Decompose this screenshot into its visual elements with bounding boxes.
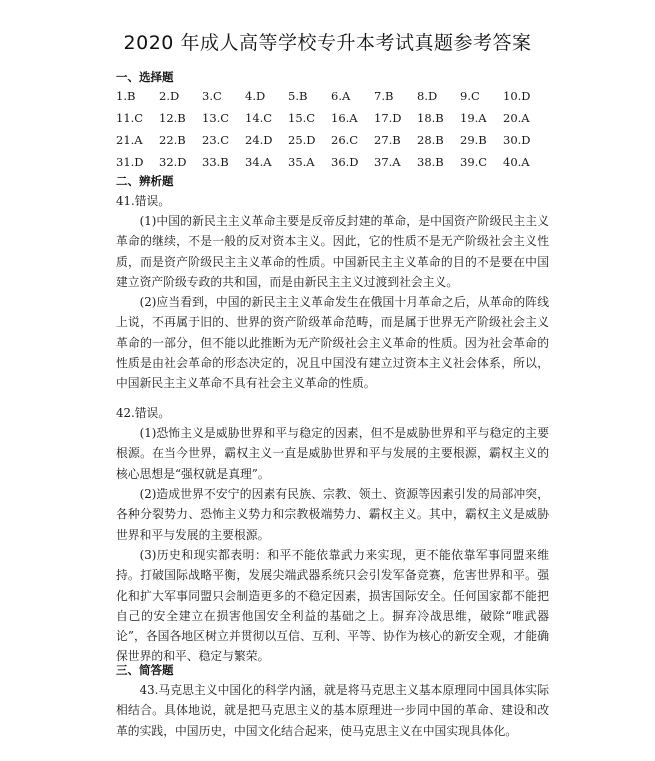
- answer-cell: 3.C: [202, 89, 222, 103]
- answer-row: [116, 107, 546, 129]
- answer-cell: 6.A: [331, 89, 351, 103]
- answer-cell: 29.B: [460, 133, 487, 147]
- answer-cell: 33.B: [202, 155, 229, 169]
- answer-cell: 5.B: [288, 89, 308, 103]
- answer-cell: 35.A: [288, 155, 315, 169]
- answer-cell: 21.A: [116, 133, 143, 147]
- answer-cell: 26.C: [331, 133, 359, 147]
- answer-cell: 13.C: [202, 111, 230, 125]
- section-heading-short-answer: 三、简答题: [116, 663, 174, 677]
- answer-cell: 2.D: [159, 89, 180, 103]
- page-title: 2020 年成人高等学校专升本考试真题参考答案: [123, 32, 532, 54]
- q42-paragraph-3: (3)历史和现实都表明：和平不能依靠武力来实现，更不能依靠军事同盟来维持。打破国际战略平衡，发展尖端武器系统只会引发军备竞赛，危害世界和平。强化和扩大军事同盟只会制造更多的不稳定因素，损害国际安全。任何国家都不能把自己的安全建立在损害他国安全利益的基础之上。摒弃冷战思维，破除“唯武器论”，各国各地区树立并贯彻以互信、互利、平等、协作为核心的新安全观，才能确保世界的和平、稳定与繁荣。: [116, 548, 549, 664]
- q42-paragraph-2: (2)造成世界不安宁的因素有民族、宗教、领土、资源等因素引发的局部冲突，各种分裂势力、恐怖主义势力和宗教极端势力、霸权主义。其中，霸权主义是威胁世界和平与发展的主要根源。: [116, 487, 549, 542]
- answer-cell: 7.B: [374, 89, 394, 103]
- answer-cell: 34.A: [245, 155, 272, 169]
- answer-cell: 16.A: [331, 111, 358, 125]
- q41-paragraph-1: (1)中国的新民主主义革命主要是反帝反封建的革命，是中国资产阶级民主主义革命的继续，不是一般的反对资本主义。因此，它的性质不是无产阶级社会主义性质，而是资产阶级民主主义革命的性质。中国新民主主义革命的目的不是要在中国建立资产阶级专政的共和国，而是由新民主主义过渡到社会主义。: [116, 214, 549, 289]
- answer-cell: 27.B: [374, 133, 401, 147]
- answer-cell: 17.D: [374, 111, 402, 125]
- answer-cell: 12.B: [159, 111, 186, 125]
- answer-cell: 9.C: [460, 89, 480, 103]
- answer-cell: 8.D: [417, 89, 438, 103]
- answer-cell: 10.D: [503, 89, 531, 103]
- q41-label: 41.错误。: [116, 194, 171, 208]
- answer-cell: 40.A: [503, 155, 530, 169]
- answer-cell: 1.B: [116, 89, 136, 103]
- section-heading-analysis: 二、辨析题: [116, 174, 174, 188]
- answer-cell: 30.D: [503, 133, 531, 147]
- answer-cell: 11.C: [116, 111, 144, 125]
- answer-row: [116, 129, 546, 151]
- q41-paragraph-2: (2)应当看到，中国的新民主主义革命发生在俄国十月革命之后，从革命的阵线上说，不再属于旧的、世界的资产阶级革命范畴，而是属于世界无产阶级社会主义革命的一部分，但不能以此推断为无产阶级社会主义革命的性质。因为社会革命的性质是由社会革命的形态决定的，况且中国没有建立过资本主义社会体系，所以，中国新民主主义革命不具有社会主义革命的性质。: [116, 295, 549, 391]
- answer-grid: [116, 85, 546, 173]
- answer-cell: 22.B: [159, 133, 186, 147]
- q43-paragraph: 43.马克思主义中国化的科学内涵，就是将马克思主义基本原理同中国具体实际相结合。具体地说，就是把马克思主义的基本原理进一步同中国的革命、建设和改革的实践，中国历史，中国文化结合起来，使马克思主义在中国实现具体化。: [116, 683, 549, 738]
- answer-cell: 25.D: [288, 133, 316, 147]
- answer-cell: 28.B: [417, 133, 444, 147]
- section-heading-choice: 一、选择题: [116, 70, 174, 84]
- answer-cell: 14.C: [245, 111, 273, 125]
- answer-cell: 38.B: [417, 155, 444, 169]
- answer-cell: 31.D: [116, 155, 144, 169]
- answer-cell: 24.D: [245, 133, 273, 147]
- answer-cell: 39.C: [460, 155, 488, 169]
- answer-cell: 32.D: [159, 155, 187, 169]
- answer-cell: 23.C: [202, 133, 230, 147]
- answer-cell: 20.A: [503, 111, 530, 125]
- answer-cell: 19.A: [460, 111, 487, 125]
- answer-cell: 37.A: [374, 155, 401, 169]
- answer-cell: 4.D: [245, 89, 266, 103]
- q42-label: 42.错误。: [116, 406, 171, 420]
- q42-paragraph-1: (1)恐怖主义是威胁世界和平与稳定的因素，但不是威胁世界和平与稳定的主要根源。在当今世界，霸权主义一直是威胁世界和平与发展的主要根源，霸权主义的核心思想是“强权就是真理”。: [116, 426, 549, 481]
- answer-cell: 36.D: [331, 155, 359, 169]
- answer-cell: 15.C: [288, 111, 316, 125]
- answer-row: [116, 85, 546, 107]
- answer-cell: 18.B: [417, 111, 444, 125]
- answer-row: [116, 151, 546, 173]
